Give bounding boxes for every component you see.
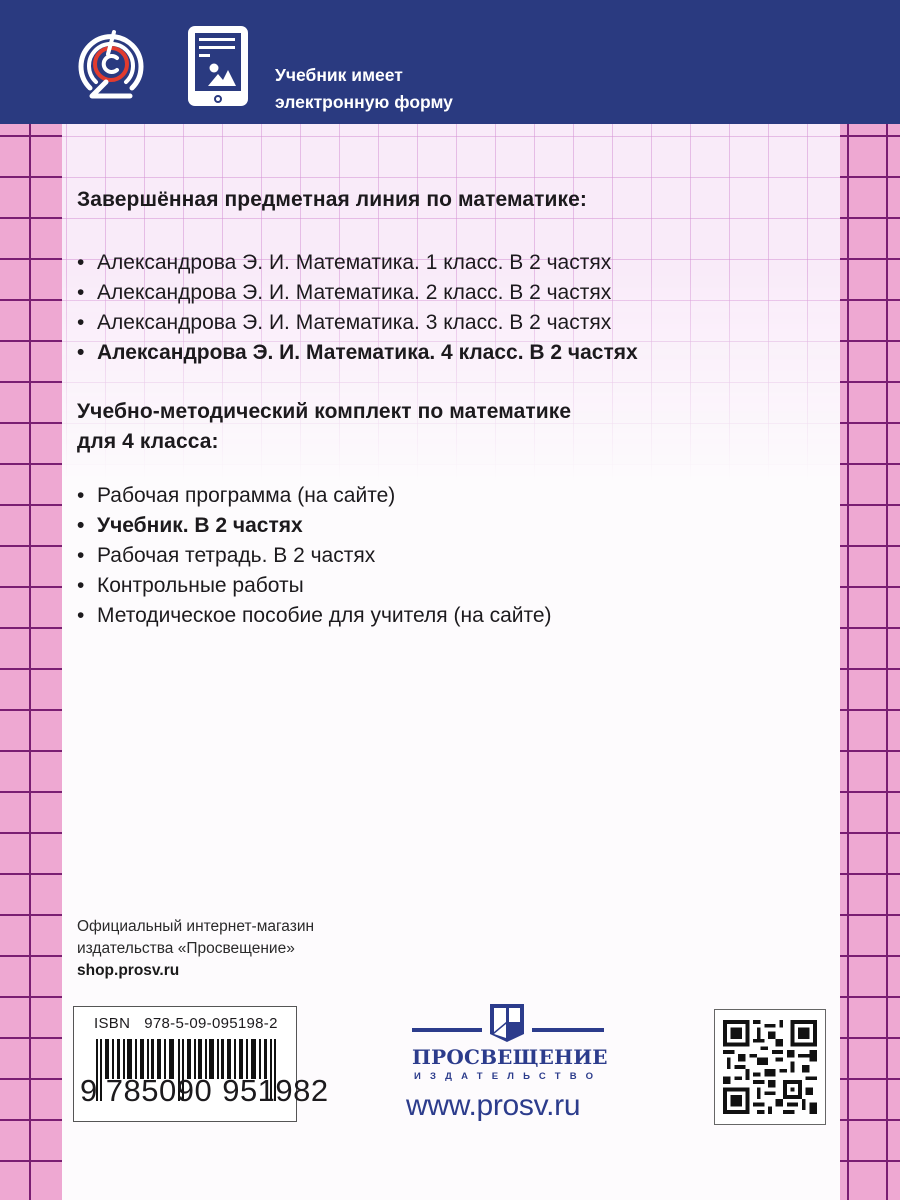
publisher-url-link[interactable]: www.prosv.ru: [406, 1089, 581, 1122]
kit-item-current: • Учебник. В 2 частях: [77, 511, 552, 541]
barcode-group-2: 951982: [222, 1073, 329, 1108]
isbn-number: 978-5-09-095198-2: [144, 1015, 278, 1032]
kit-item: • Контрольные работы: [77, 571, 552, 601]
series-item: • Александрова Э. И. Математика. 2 класс. В 2 частях: [77, 278, 638, 308]
barcode-group-1: 785090: [105, 1073, 213, 1108]
kit-list: [77, 481, 552, 631]
cover-header: [0, 0, 900, 124]
tablet-icon: [186, 24, 250, 108]
electronic-form-logo-icon: [76, 24, 146, 106]
kit-item: • Рабочая тетрадь. В 2 частях: [77, 541, 552, 571]
barcode-lead-digit: 9: [80, 1073, 98, 1108]
barcode-digits: [80, 1073, 329, 1109]
isbn-barcode: [73, 1006, 329, 1122]
kit-heading-line-1: Учебно-методический комплект по математике: [77, 400, 572, 423]
publisher-name: ПРОСВЕЩЕНИЕ: [412, 1045, 608, 1069]
series-list: [77, 248, 638, 368]
isbn-prefix: ISBN: [94, 1015, 131, 1032]
publisher-subtitle: ИЗДАТЕЛЬСТВО: [414, 1071, 603, 1082]
kit-item: • Рабочая программа (на сайте): [77, 481, 552, 511]
electronic-form-notice: [275, 62, 453, 116]
series-heading: Завершённая предметная линия по математике:: [77, 188, 588, 211]
series-item: • Александрова Э. И. Математика. 3 класс. В 2 частях: [77, 308, 638, 338]
series-item: • Александрова Э. И. Математика. 1 класс. В 2 частях: [77, 248, 638, 278]
qr-code[interactable]: [714, 1009, 826, 1125]
publisher-emblem-icon: [406, 998, 610, 1044]
right-grid-strip: [840, 124, 900, 1200]
publisher-logo: [406, 998, 610, 1148]
shop-line-2: издательства «Просвещение»: [77, 940, 295, 957]
notice-line-2: электронную форму: [275, 92, 453, 112]
kit-heading-line-2: для 4 класса:: [77, 430, 219, 453]
kit-item: • Методическое пособие для учителя (на сайте): [77, 601, 552, 631]
series-item-current: • Александрова Э. И. Математика. 4 класс. В 2 частях: [77, 338, 638, 368]
shop-url-link[interactable]: shop.prosv.ru: [77, 962, 180, 979]
left-grid-strip: [0, 124, 62, 1200]
shop-line-1: Официальный интернет-магазин: [77, 918, 315, 935]
isbn-label: [94, 1015, 278, 1032]
notice-line-1: Учебник имеет: [275, 65, 403, 85]
online-shop-info: [77, 916, 314, 982]
qr-code-icon: [723, 1020, 817, 1114]
